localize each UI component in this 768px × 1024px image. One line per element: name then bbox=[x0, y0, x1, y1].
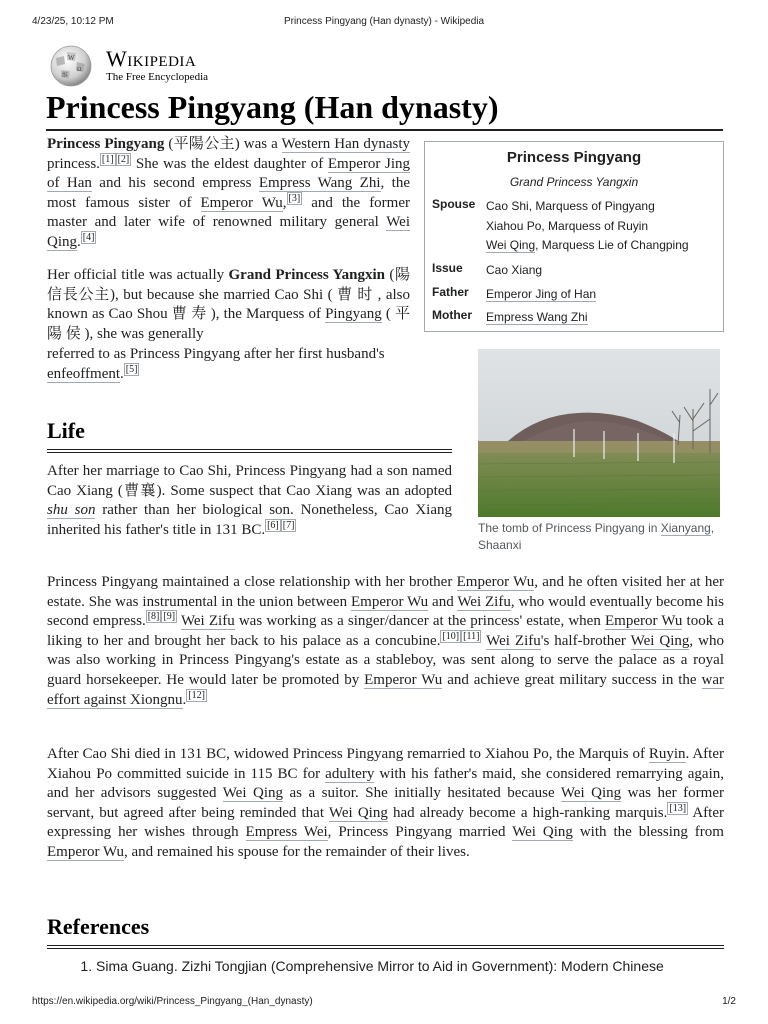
text: She was the eldest daughter of bbox=[131, 155, 328, 172]
print-page-number: 1/2 bbox=[722, 996, 736, 1007]
text: and achieve great military success in the bbox=[442, 671, 702, 688]
infobox-value bbox=[486, 197, 719, 256]
infobox bbox=[424, 141, 724, 332]
citation-2[interactable]: [2] bbox=[117, 153, 130, 165]
print-header bbox=[32, 16, 736, 30]
infobox-title: Princess Pingyang bbox=[506, 149, 642, 166]
link-enfeoffment[interactable]: enfeoffment bbox=[47, 365, 121, 382]
infobox-subtitle: Grand Princess Yangxin bbox=[509, 175, 639, 189]
link-emperor-wu[interactable]: Emperor Wu bbox=[456, 574, 535, 590]
reference-item: 1. Sima Guang. Zizhi Tongjian (Comprehensive Mirror to Aid in Government): Modern Chinese bbox=[96, 958, 764, 974]
infobox-label: Mother bbox=[432, 308, 472, 322]
citation-13[interactable]: [13] bbox=[669, 802, 687, 814]
section-heading-references: References bbox=[47, 913, 724, 946]
link-xianyang[interactable]: Xianyang bbox=[660, 521, 711, 535]
intro-paragraph-2 bbox=[47, 266, 410, 344]
text: (平陽公主) was a bbox=[164, 136, 282, 152]
svg-text:W: W bbox=[68, 54, 75, 62]
text: and bbox=[428, 593, 458, 610]
link-emperor-jing[interactable]: Emperor Jing of Han bbox=[47, 155, 411, 192]
link-wei-zifu[interactable]: Wei Zifu bbox=[457, 593, 511, 610]
citation-4[interactable]: [4] bbox=[82, 231, 95, 243]
text: 's half-brother bbox=[540, 632, 631, 649]
text: princess. bbox=[47, 155, 100, 172]
citation-10[interactable]: [10] bbox=[442, 630, 460, 642]
text: (陽信長公主), but because she married Cao Shi ( 曹 时 , also known as Cao Shou 曹 寿 ), the Marquess of bbox=[47, 267, 411, 323]
tomb-caption bbox=[478, 520, 720, 554]
link-emperor-wu[interactable]: Emperor Wu bbox=[200, 194, 283, 211]
link-emperor-wu[interactable]: Emperor Wu bbox=[350, 593, 429, 610]
wikipedia-tagline: The Free Encyclopedia bbox=[106, 71, 209, 83]
tomb-photo[interactable] bbox=[478, 349, 720, 517]
citation-5[interactable]: [5] bbox=[125, 363, 138, 375]
link-emperor-wu[interactable]: Emperor Wu bbox=[604, 613, 683, 630]
wikipedia-logo[interactable] bbox=[46, 44, 246, 88]
wikipedia-globe-icon bbox=[46, 44, 96, 88]
subject-name: Princess Pingyang bbox=[47, 136, 165, 152]
link-shu-son[interactable]: shu son bbox=[47, 502, 96, 519]
life-paragraph-1 bbox=[47, 462, 452, 540]
life-paragraph-2 bbox=[47, 573, 724, 710]
link-wei-qing[interactable]: Wei Qing bbox=[328, 804, 388, 821]
link-war-against-xiongnu[interactable]: war effort against Xiongnu bbox=[47, 671, 724, 708]
link-ruyin[interactable]: Ruyin bbox=[648, 746, 686, 762]
citation-1[interactable]: [1] bbox=[101, 153, 114, 165]
citation-6[interactable]: [6] bbox=[267, 519, 279, 531]
citation-11[interactable]: [11] bbox=[463, 630, 480, 642]
text: . After Xiahou Po committed suicide in 115 BC for bbox=[47, 746, 724, 782]
link-wei-zifu[interactable]: Wei Zifu bbox=[486, 632, 541, 649]
link-wei-qing[interactable]: Wei Qing bbox=[630, 632, 690, 649]
svg-text:维: 维 bbox=[62, 73, 69, 79]
text: , who was also working in Princess Pingyang's estate as a stableboy, was sent along to serve the palace as a royal guard horsekeeper. He would later be promoted by bbox=[47, 632, 724, 688]
link-adultery[interactable]: adultery bbox=[325, 765, 375, 782]
link-empress-wang-zhi[interactable]: Empress Wang Zhi bbox=[258, 175, 381, 192]
text: , and remained his spouse for the remainder of their lives. bbox=[124, 843, 470, 860]
text: was her former servant, but agreed after being reminded that bbox=[47, 785, 724, 821]
spouse-3-row bbox=[486, 236, 719, 256]
link-emperor-wu[interactable]: Emperor Wu bbox=[364, 671, 443, 688]
text: , Shaanxi bbox=[478, 521, 715, 552]
link-spouse-wei-qing[interactable]: Wei Qing bbox=[486, 238, 536, 252]
official-title: Grand Princess Yangxin bbox=[228, 267, 386, 283]
text: Princess Pingyang maintained a close relationship with her brother bbox=[47, 574, 457, 590]
link-wei-qing[interactable]: Wei Qing bbox=[222, 785, 283, 802]
citation-3[interactable]: [3] bbox=[288, 192, 301, 204]
page-title: Princess Pingyang (Han dynasty) bbox=[46, 88, 723, 131]
print-timestamp: 4/23/25, 10:12 PM bbox=[32, 16, 114, 27]
text: as a suitor. She initially hesitated because bbox=[282, 785, 561, 802]
citation-9[interactable]: [9] bbox=[163, 611, 176, 623]
text: , Princess Pingyang married bbox=[327, 824, 513, 841]
text: rather than her biological son. Nonetheless, Cao Xiang inherited his father's title in 131 BC. bbox=[47, 502, 452, 538]
text: After expressing her wishes through bbox=[47, 804, 724, 841]
text: had already become a high-ranking marquis. bbox=[387, 804, 668, 821]
link-emperor-wu[interactable]: Emperor Wu bbox=[47, 843, 125, 860]
text: After her marriage to Cao Shi, Princess Pingyang had a son named Cao Xiang (曹襄). Some suspect that Cao Xiang was an adopted bbox=[47, 463, 452, 499]
text: ( 平 陽 侯 ), she was generally bbox=[47, 306, 410, 342]
infobox-value: Cao Xiang bbox=[486, 263, 543, 277]
tomb-figure bbox=[478, 349, 720, 554]
citation-12[interactable]: [12] bbox=[188, 689, 205, 701]
link-pingyang[interactable]: Pingyang bbox=[325, 306, 382, 323]
text: Her official title was actually bbox=[47, 267, 229, 283]
wikipedia-wordmark: Wikipedia bbox=[106, 46, 197, 71]
life-paragraph-3 bbox=[47, 745, 724, 863]
link-wei-qing[interactable]: Wei Qing bbox=[47, 214, 410, 250]
text: , and he often visited her at her estate. She was instrumental in the union between bbox=[47, 574, 725, 610]
link-mother[interactable]: Empress Wang Zhi bbox=[486, 310, 588, 324]
link-wei-zifu[interactable]: Wei Zifu bbox=[180, 613, 235, 630]
spouse-2: Xiahou Po, Marquess of Ruyin bbox=[486, 218, 649, 233]
spouse-1: Cao Shi, Marquess of Pingyang bbox=[486, 199, 655, 213]
text: The tomb of Princess Pingyang in bbox=[478, 521, 661, 535]
references-list bbox=[56, 958, 764, 974]
citation-7[interactable]: [7] bbox=[282, 519, 295, 531]
print-footer bbox=[32, 996, 736, 1010]
print-url: https://en.wikipedia.org/wiki/Princess_Pingyang_(Han_dynasty) bbox=[32, 996, 313, 1007]
link-father[interactable]: Emperor Jing of Han bbox=[486, 287, 597, 301]
infobox-label: Issue bbox=[432, 261, 463, 275]
infobox-label: Spouse bbox=[432, 197, 476, 211]
text: was working as a singer/dancer at the princess' estate, when bbox=[234, 613, 605, 630]
text: , who would eventually become his second empress. bbox=[47, 593, 724, 630]
text: with his father's maid, she considered remarrying again, and her advisors suggested bbox=[47, 765, 724, 802]
text: . bbox=[120, 365, 124, 382]
intro-paragraph-1 bbox=[47, 135, 410, 253]
text: and the former master and later wife of renowned military general bbox=[47, 194, 411, 231]
text: , Marquess Lie of Changping bbox=[535, 238, 689, 252]
text: and his second empress bbox=[91, 175, 259, 192]
section-heading-life: Life bbox=[47, 417, 452, 450]
print-page-title: Princess Pingyang (Han dynasty) - Wikipedia bbox=[283, 16, 485, 27]
link-empress-wei[interactable]: Empress Wei bbox=[245, 824, 328, 841]
text: took a liking to her and brought her back to his palace as a concubine. bbox=[47, 613, 725, 649]
intro-paragraph-2-continued bbox=[47, 345, 453, 384]
text: . bbox=[77, 233, 81, 250]
link-wei-qing[interactable]: Wei Qing bbox=[512, 824, 573, 841]
text: referred to as Princess Pingyang after her first husband's bbox=[47, 346, 385, 362]
text: After Cao Shi died in 131 BC, widowed Princess Pingyang remarried to Xiahou Po, the Marquis of bbox=[47, 746, 649, 762]
citation-8[interactable]: [8] bbox=[147, 611, 160, 623]
text: . bbox=[182, 691, 187, 708]
link-wei-qing[interactable]: Wei Qing bbox=[560, 785, 622, 802]
text: , bbox=[282, 194, 287, 211]
infobox-label: Father bbox=[432, 285, 469, 299]
text: with the blessing from bbox=[572, 824, 724, 841]
svg-text:Ω: Ω bbox=[77, 67, 82, 73]
link-western-han[interactable]: Western Han dynasty bbox=[281, 136, 410, 152]
text: , the most famous sister of bbox=[47, 175, 410, 211]
